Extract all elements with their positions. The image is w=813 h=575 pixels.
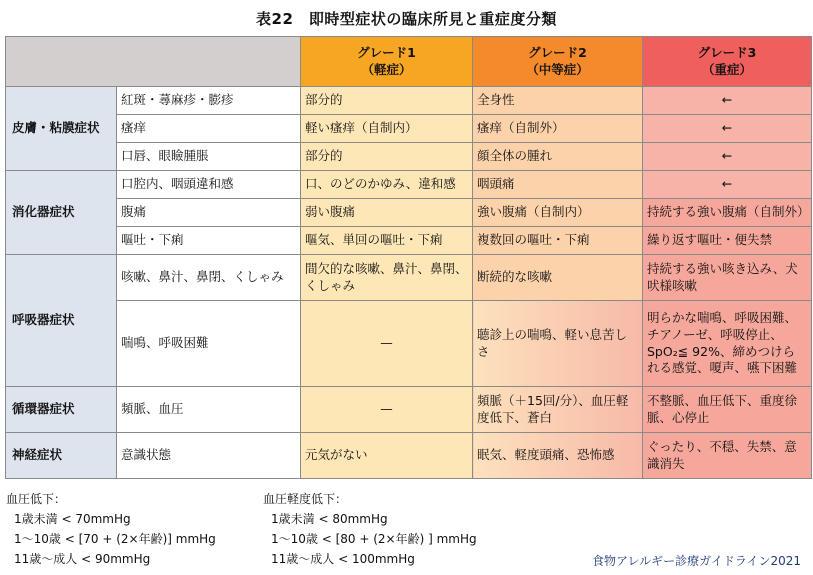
symptom-cell: 口唇、眼瞼腫脹 [117, 143, 301, 171]
grade1-title: グレード1 [357, 44, 416, 60]
table-row [6, 87, 812, 115]
grade3-title: グレード3 [697, 44, 757, 60]
grade2-cell: 複数回の嘔吐・下痢 [473, 227, 643, 255]
grade1-subtitle: （軽症） [361, 61, 412, 77]
table-row [6, 199, 812, 227]
source-credit: 食物アレルギー診療ガイドライン2021 [591, 554, 801, 568]
severity-table [5, 36, 812, 479]
symptom-cell: 意識状態 [117, 433, 301, 479]
grade3-cell: ← [643, 143, 812, 171]
grade3-cell: 持続する強い腹痛（自制外） [643, 199, 812, 227]
notes-left-line: 1～10歳 < [70 + (2×年齢)] mmHg [14, 532, 216, 546]
table-row [6, 255, 812, 301]
table-row [6, 301, 812, 387]
grade2-cell: 咽頭痛 [473, 171, 643, 199]
grade3-cell: 不整脈、血圧低下、重度徐脈、心停止 [643, 387, 812, 433]
grade2-cell: 瘙痒（自制外） [473, 115, 643, 143]
grade1-cell: 元気がない [301, 433, 473, 479]
symptom-cell: 喘鳴、呼吸困難 [117, 301, 301, 387]
category-skin: 皮膚・粘膜症状 [6, 87, 117, 171]
header-row [6, 37, 812, 87]
notes-left-line: 1歳未満 < 70mmHg [14, 512, 131, 526]
grade3-cell: 繰り返す嘔吐・便失禁 [643, 227, 812, 255]
grade3-cell: ← [643, 115, 812, 143]
table-row [6, 115, 812, 143]
grade3-cell: 持続する強い咳き込み、犬吠様咳嗽 [643, 255, 812, 301]
grade1-cell: 口、のどのかゆみ、違和感 [301, 171, 473, 199]
notes-right-line: 11歳～成人 < 100mmHg [271, 552, 415, 566]
header-grade3 [643, 37, 812, 87]
notes-left-line: 11歳～成人 < 90mmHg [14, 552, 151, 566]
grade3-cell: 明らかな喘鳴、呼吸困難、チアノーゼ、呼吸停止、SpO₂≦ 92%、締めつけられる感覚、嗄声、嚥下困難 [643, 301, 812, 387]
grade2-title: グレード2 [528, 44, 587, 60]
header-grade1 [301, 37, 473, 87]
grade1-cell: 弱い腹痛 [301, 199, 473, 227]
header-blank-cell [6, 37, 301, 87]
symptom-cell: 紅斑・蕁麻疹・膨疹 [117, 87, 301, 115]
notes-right-head: 血圧軽度低下： [263, 492, 348, 506]
table-title: 表22 即時型症状の臨床所見と重症度分類 [256, 10, 557, 28]
grade1-cell: 嘔気、単回の嘔吐・下痢 [301, 227, 473, 255]
table-row [6, 387, 812, 433]
grade1-cell: — [301, 301, 473, 387]
table-row [6, 433, 812, 479]
symptom-cell: 瘙痒 [117, 115, 301, 143]
grade1-cell: 軽い瘙痒（自制内） [301, 115, 473, 143]
grade2-subtitle: （中等症） [526, 61, 589, 77]
grade1-cell: — [301, 387, 473, 433]
grade1-cell: 部分的 [301, 143, 473, 171]
category-respiratory: 呼吸器症状 [6, 255, 117, 387]
notes-right-line: 1歳未満 < 80mmHg [271, 512, 388, 526]
grade2-cell: 顔全体の腫れ [473, 143, 643, 171]
symptom-cell: 腹痛 [117, 199, 301, 227]
notes-right-line: 1～10歳 < [80 + (2×年齢) ] mmHg [271, 532, 477, 546]
table-row [6, 143, 812, 171]
category-neuro: 神経症状 [6, 433, 117, 479]
category-digestive: 消化器症状 [6, 171, 117, 255]
grade2-cell: 断続的な咳嗽 [473, 255, 643, 301]
table-row [6, 227, 812, 255]
grade2-cell: 強い腹痛（自制内） [473, 199, 643, 227]
symptom-cell: 嘔吐・下痢 [117, 227, 301, 255]
grade2-cell: 全身性 [473, 87, 643, 115]
grade3-subtitle: （重症） [701, 61, 752, 77]
symptom-cell: 口腔内、咽頭違和感 [117, 171, 301, 199]
grade2-cell: 聴診上の喘鳴、軽い息苦しさ [473, 301, 643, 387]
category-circulatory: 循環器症状 [6, 387, 117, 433]
grade3-cell: ← [643, 87, 812, 115]
symptom-cell: 咳嗽、鼻汁、鼻閉、くしゃみ [117, 255, 301, 301]
table-row [6, 171, 812, 199]
grade3-cell: ← [643, 171, 812, 199]
grade1-cell: 部分的 [301, 87, 473, 115]
symptom-cell: 頻脈、血圧 [117, 387, 301, 433]
header-grade2 [473, 37, 643, 87]
grade1-cell: 間欠的な咳嗽、鼻汁、鼻閉、くしゃみ [301, 255, 473, 301]
notes-mild-hypotension [263, 489, 477, 569]
grade2-cell: 眠気、軽度頭痛、恐怖感 [473, 433, 643, 479]
grade3-cell: ぐったり、不穏、失禁、意識消失 [643, 433, 812, 479]
notes-left-head: 血圧低下： [6, 492, 67, 506]
grade2-cell: 頻脈（＋15回/分）、血圧軽度低下、蒼白 [473, 387, 643, 433]
notes-hypotension [6, 489, 216, 569]
